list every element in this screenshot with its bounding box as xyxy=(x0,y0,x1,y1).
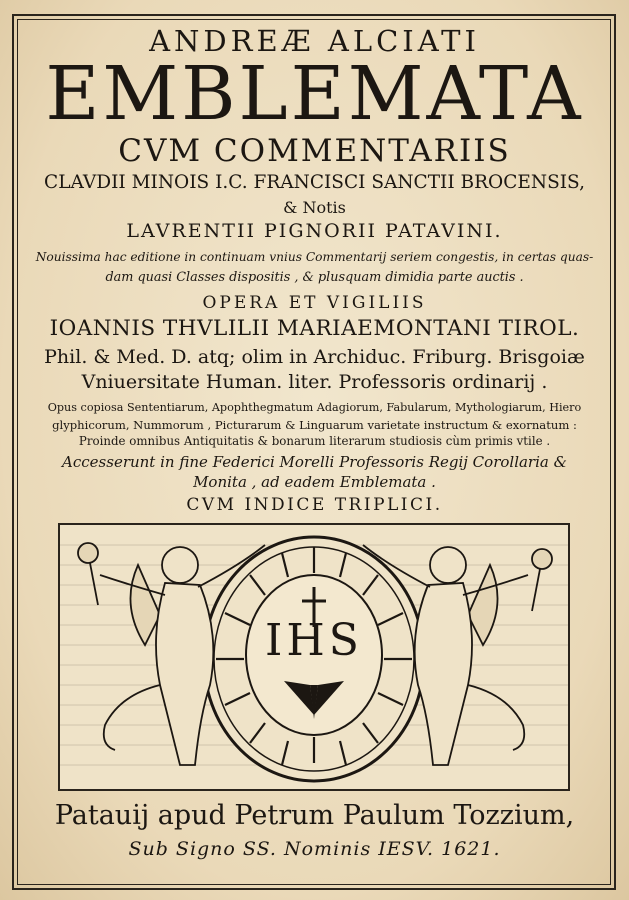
subtitle-line: CVM COMMENTARIIS xyxy=(118,133,511,169)
author-line: ANDREÆ ALCIATI xyxy=(149,24,480,58)
notes-line: & Notis xyxy=(283,198,346,217)
ihs-monogram: IHS xyxy=(265,615,363,666)
index-line: CVM INDICE TRIPLICI. xyxy=(186,495,443,515)
editor-line: IOANNIS THVLILII MARIAEMONTANI TIROL. xyxy=(49,316,580,341)
contents-line-2: glyphicorum, Nummorum , Picturarum & Linguarum varietate instructum & exornatum : xyxy=(52,418,577,432)
sign-date-line: Sub Signo SS. Nominis IESV. 1621. xyxy=(128,838,501,860)
editor-title-1: Phil. & Med. D. atq; olim in Archiduc. Friburg. Brisgoiæ xyxy=(44,346,585,368)
accesserunt-line-2: Monita , ad eadem Emblemata . xyxy=(193,473,436,491)
opera-line: OPERA ET VIGILIIS xyxy=(202,293,427,313)
commentators-line: CLAVDII MINOIS I.C. FRANCISCI SANCTII BROCENSIS, xyxy=(44,172,585,193)
imprint-line: Patauij apud Petrum Paulum Tozzium, xyxy=(54,800,575,831)
edition-line-1: Nouissima hac editione in continuam vnius Commentarij seriem congestis, in certas quas- xyxy=(35,250,594,264)
accesserunt-line-1: Accesserunt in fine Federici Morelli Professoris Regij Corollaria & xyxy=(62,453,567,471)
editor-title-2: Vniuersitate Human. liter. Professoris ordinarij . xyxy=(81,371,548,393)
contents-line-1: Opus copiosa Sententiarum, Apophthegmatum Adagiorum, Fabularum, Mythologiarum, Hiero xyxy=(47,401,582,414)
edition-line-2: dam quasi Classes dispositis , & plusquam dimidia parte auctis . xyxy=(105,270,524,285)
contents-line-3: Proinde omnibus Antiquitatis & bonarum literarum studiosis cùm primis vtile . xyxy=(78,434,551,448)
annotator-line: LAVRENTII PIGNORII PATAVINI. xyxy=(126,220,503,242)
main-title: EMBLEMATA xyxy=(45,51,584,137)
printers-device xyxy=(58,523,570,791)
